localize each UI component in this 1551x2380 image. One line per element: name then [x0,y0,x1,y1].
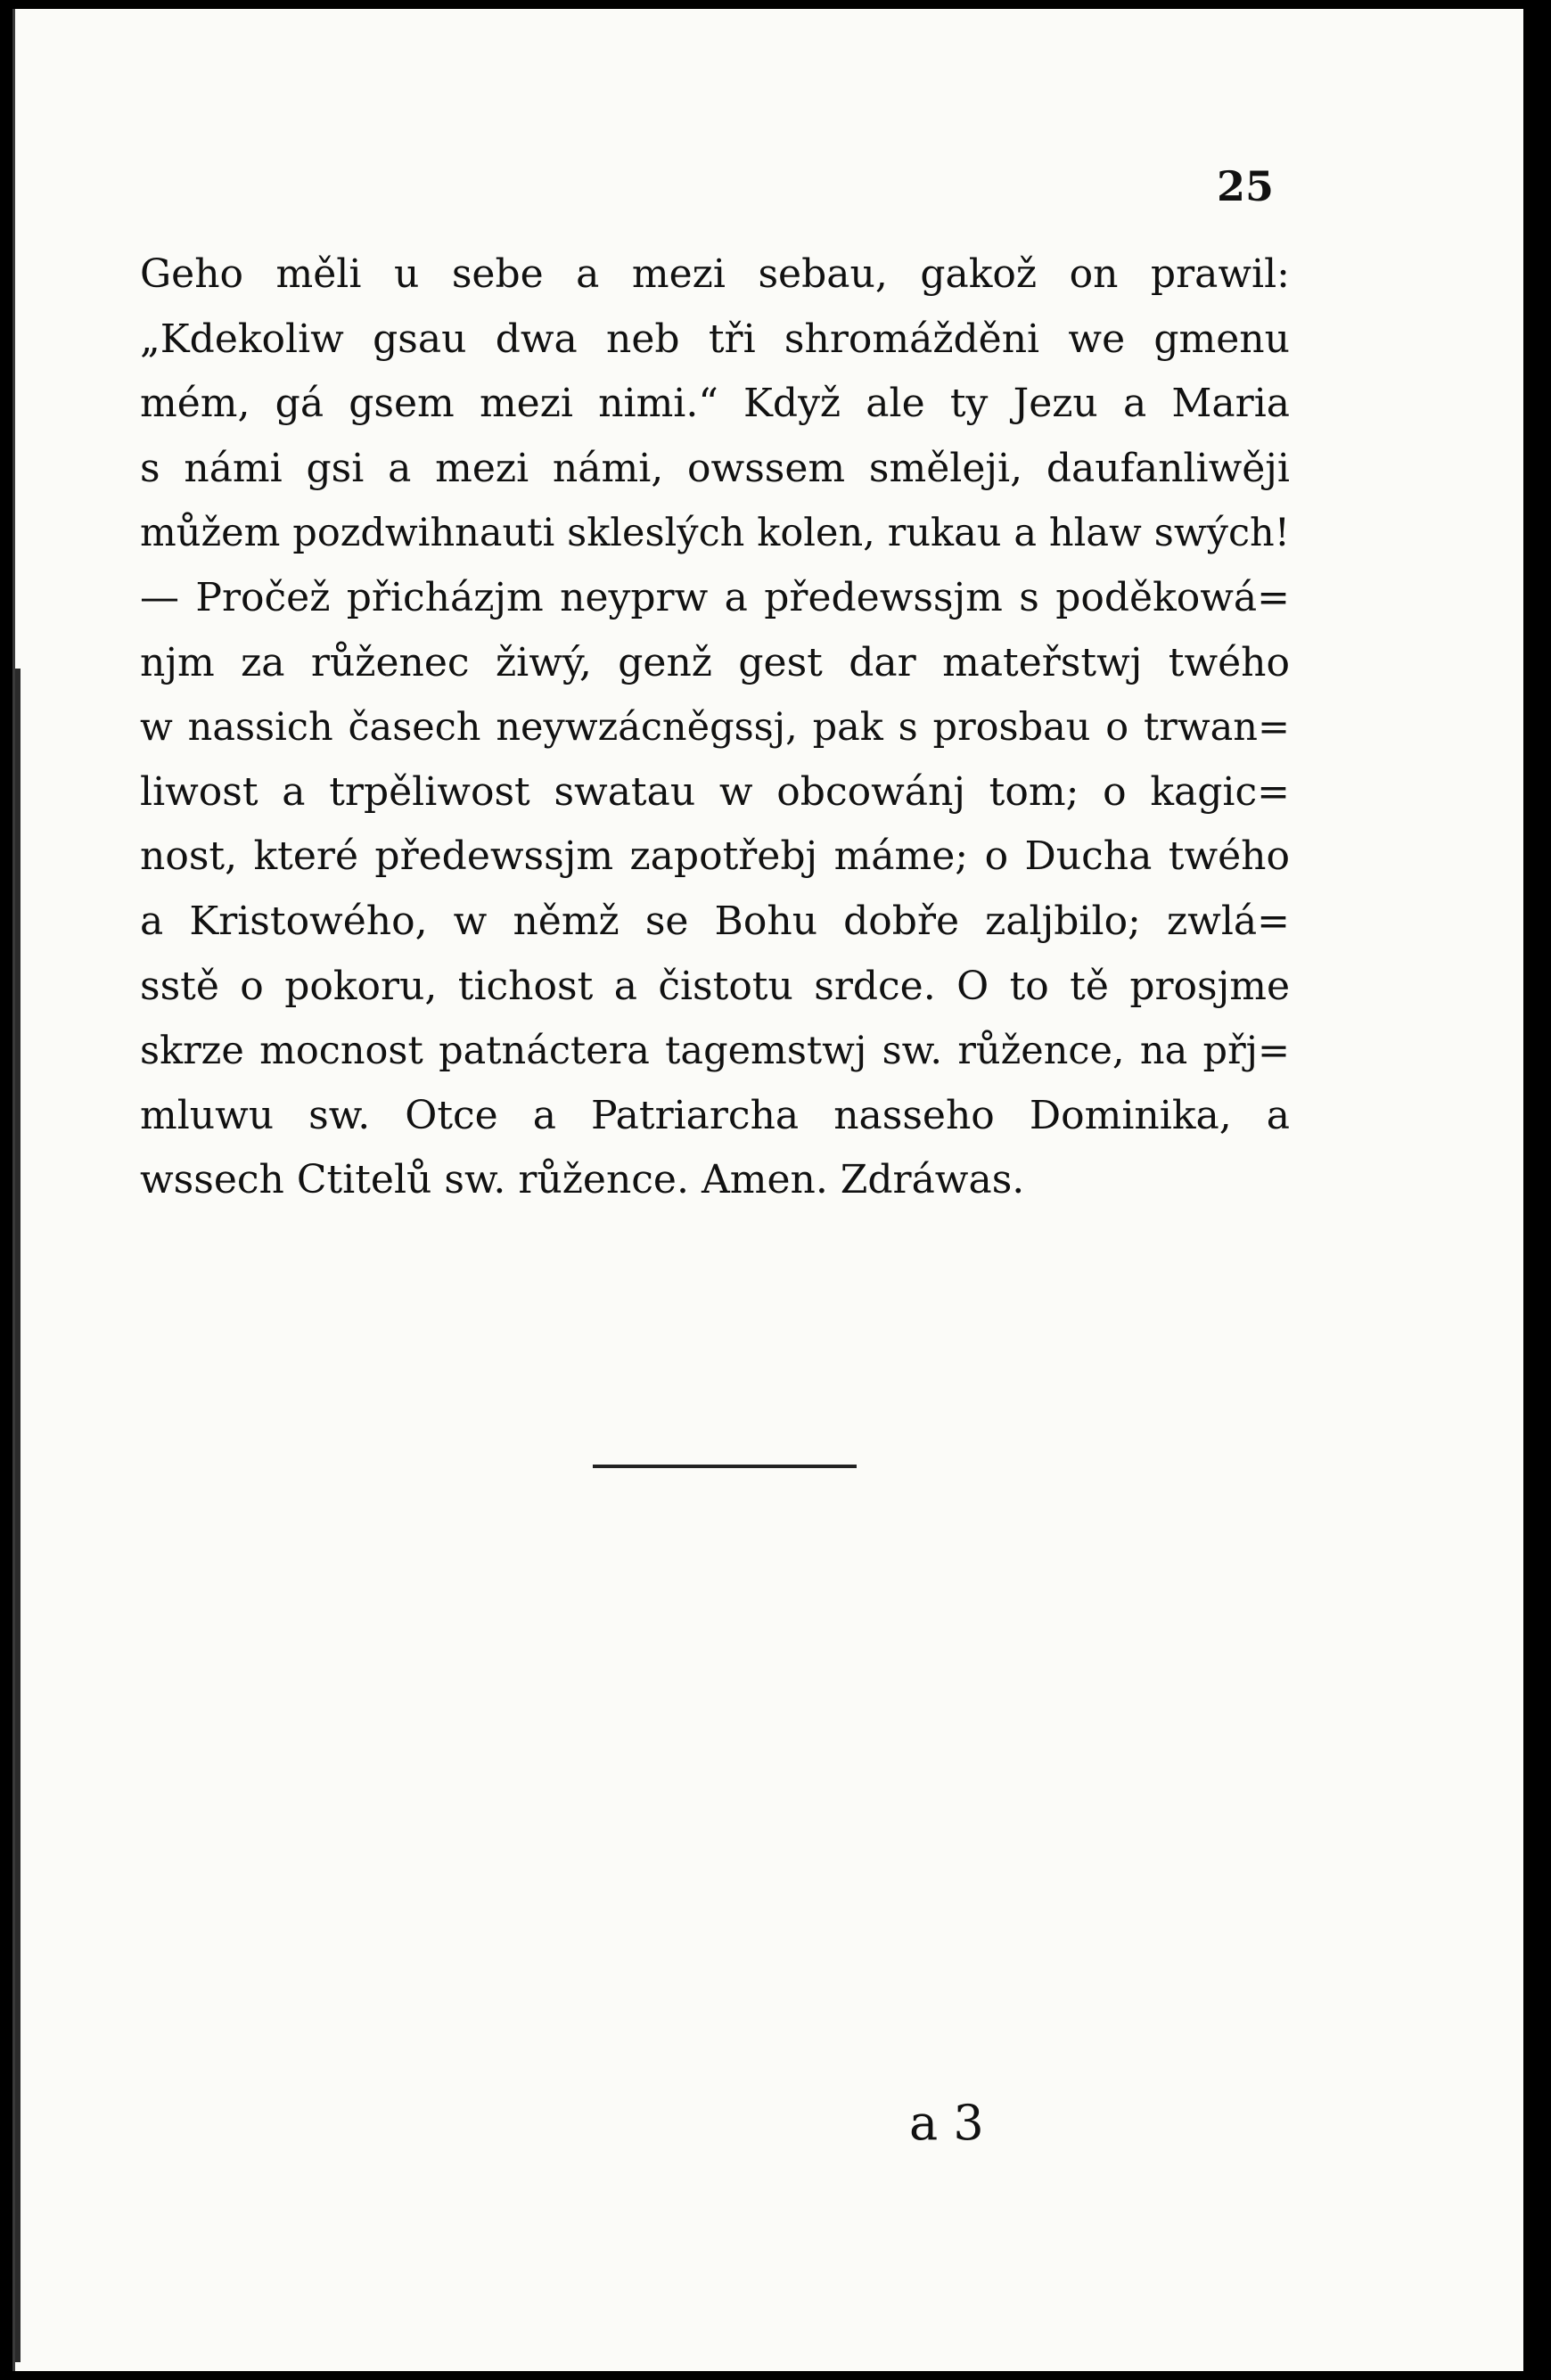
text-line: mluwu sw. Otce a Patriarcha nasseho Dominika, a [140,1092,1290,1138]
text-line: w nassich časech neywzácněgssj, pak s prosbau o trwan= [140,705,1290,751]
text-line: skrze mocnost patnáctera tagemstwj sw. růžence, na přj= [140,1029,1290,1074]
text-line: njm za růženec žiwý, genž gest dar mateřstwj twého [140,639,1290,685]
text-line: liwost a trpěliwost swatau w obcowánj tom; o kagic= [140,768,1290,815]
signature-mark: a 3 [909,2095,984,2151]
text-line: s námi gsi a mezi námi, owssem směleji, daufanliwěji [140,445,1290,491]
text-line: — Pročež přicházjm neyprw a předewssjm s poděkowá= [140,574,1290,620]
text-line: sstě o pokoru, tichost a čistotu srdce. O to tě prosjme [140,963,1290,1009]
page-number: 25 [1216,162,1274,210]
text-line: Geho měli u sebe a mezi sebau, gakož on prawil: [140,251,1290,297]
body-text [140,242,1290,1213]
section-divider [593,1465,857,1468]
text-line: můžem pozdwihnauti skleslých kolen, rukau a hlaw swých! [140,511,1290,556]
book-page [12,9,1523,2371]
text-line: mém, gá gsem mezi nimi.“ Když ale ty Jezu a Maria [140,381,1290,427]
text-line: „Kdekoliw gsau dwa neb tři shromážděni we gmenu [140,316,1290,362]
text-line: a Kristowého, w němž se Bohu dobře zaljbilo; zwlá= [140,898,1290,944]
text-line: nost, které předewssjm zapotřebj máme; o Ducha twého [140,833,1290,880]
text-line: wssech Ctitelů sw. růžence. Amen. Zdráwas. [140,1157,1025,1203]
binding-edge [15,669,21,2362]
